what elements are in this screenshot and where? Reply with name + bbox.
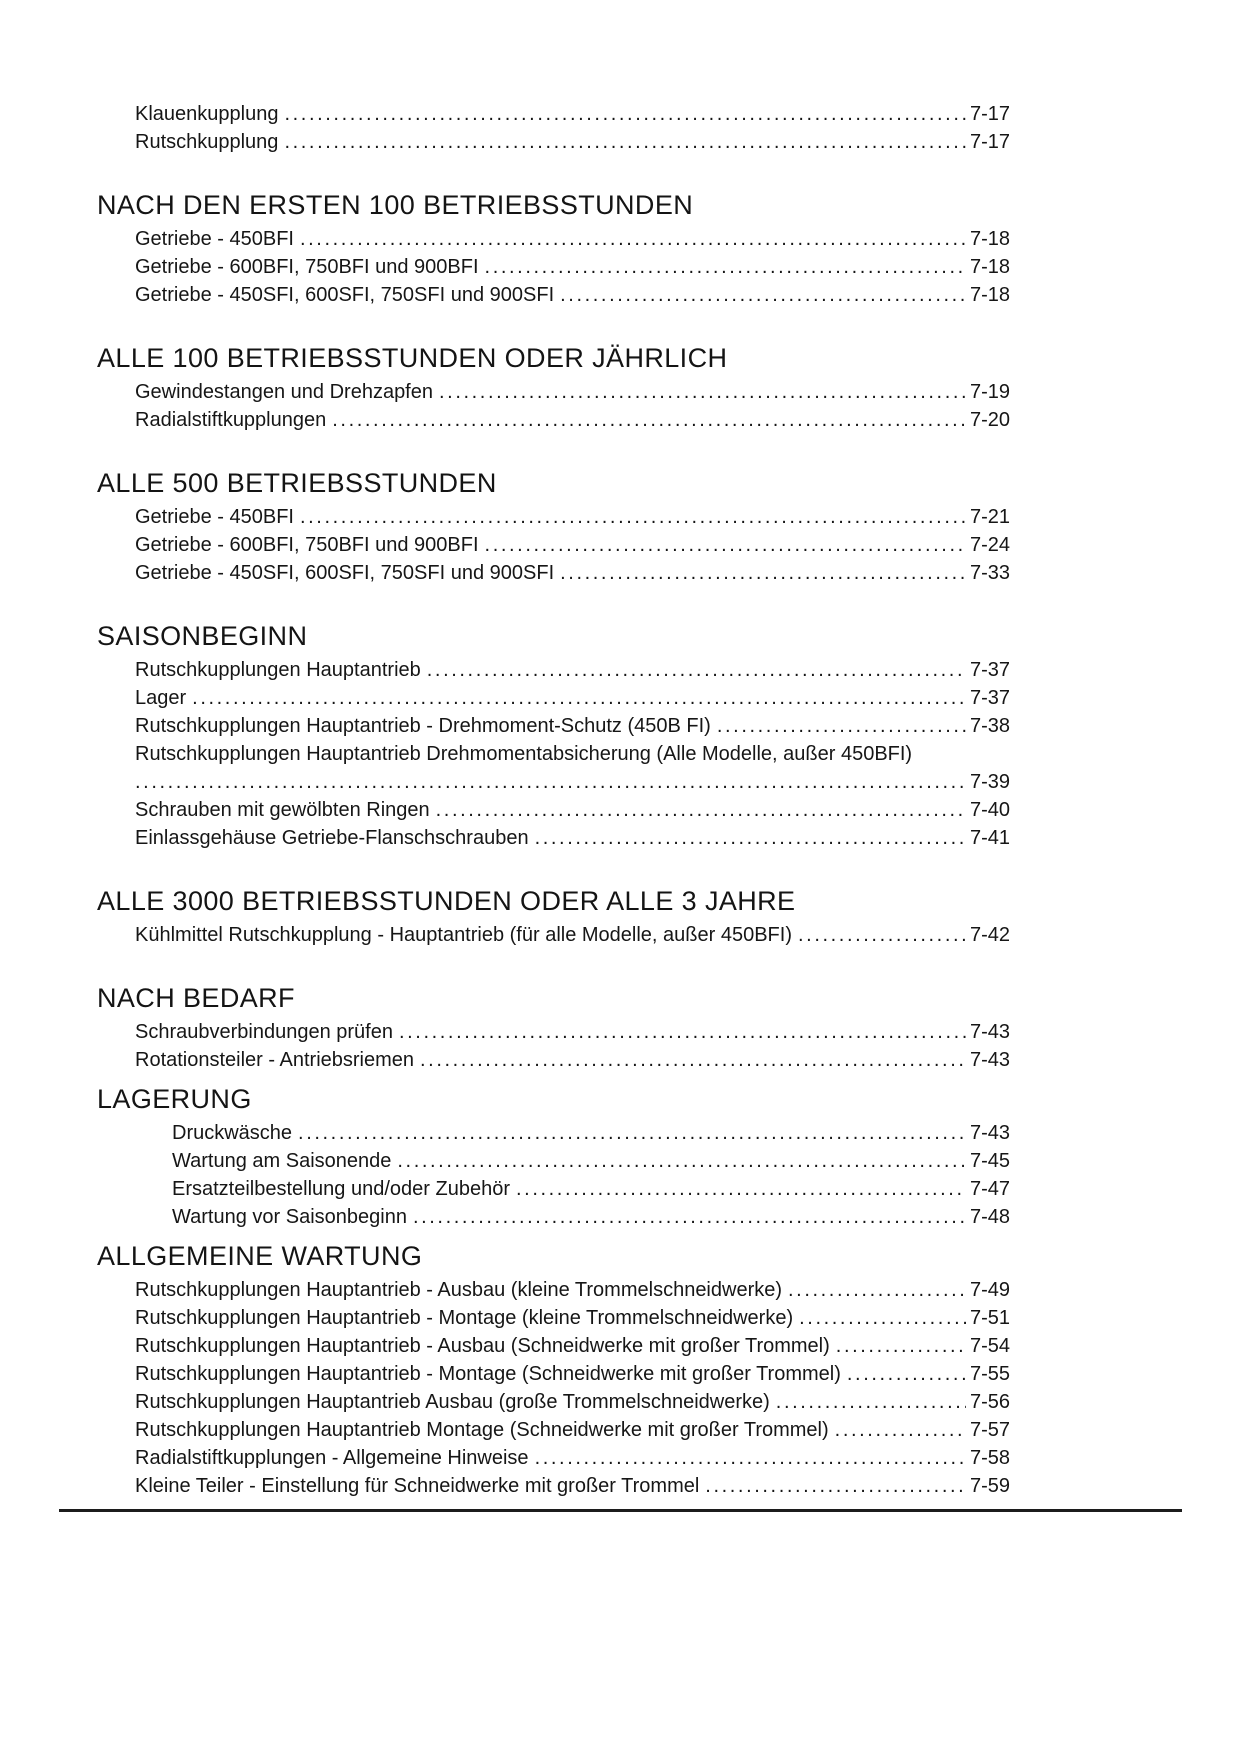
page-number: 7-39 — [969, 771, 1010, 793]
dot-leader — [835, 1416, 966, 1444]
entry-title: Druckwäsche — [172, 1122, 293, 1144]
dot-leader — [436, 796, 966, 824]
page-number: 7-56 — [969, 1391, 1010, 1413]
section-heading: ALLE 500 BETRIEBSSTUNDEN — [97, 468, 497, 498]
toc-entry[interactable] — [97, 1203, 1010, 1231]
entry-title: Rutschkupplung — [135, 131, 279, 153]
toc-entry[interactable] — [97, 378, 1010, 406]
dot-leader — [485, 531, 966, 559]
toc-entry[interactable] — [97, 531, 1010, 559]
page-number: 7-24 — [969, 534, 1010, 556]
dot-leader — [397, 1147, 966, 1175]
entry-title: Rutschkupplungen Hauptantrieb - Ausbau (kleine Trommelschneidwerke) — [135, 1279, 783, 1301]
toc-entry[interactable] — [97, 796, 1010, 824]
entry-title: Getriebe - 450BFI — [135, 506, 294, 528]
entry-title: Schrauben mit gewölbten Ringen — [135, 799, 430, 821]
dot-leader — [332, 406, 966, 434]
toc-entry[interactable] — [97, 1276, 1010, 1304]
toc-section — [97, 1241, 1010, 1500]
toc-entry[interactable] — [97, 1360, 1010, 1388]
dot-leader — [284, 100, 966, 128]
entry-title: Rutschkupplungen Hauptantrieb - Montage (Schneidwerke mit großer Trommel) — [135, 1363, 841, 1385]
entry-title: Gewindestangen und Drehzapfen — [135, 381, 433, 403]
page-number: 7-45 — [969, 1150, 1010, 1172]
dot-leader — [192, 684, 966, 712]
section-heading: ALLE 100 BETRIEBSSTUNDEN ODER JÄHRLICH — [97, 343, 728, 373]
entry-title: Kleine Teiler - Einstellung für Schneidwerke mit großer Trommel — [135, 1475, 700, 1497]
toc-section — [97, 190, 1010, 309]
dot-leader — [485, 253, 966, 281]
section-heading: NACH BEDARF — [97, 983, 295, 1013]
entry-leader-line — [135, 768, 1010, 796]
footer-rule — [59, 1509, 1182, 1512]
page-number: 7-37 — [969, 659, 1010, 681]
toc-entry[interactable] — [97, 100, 1010, 128]
toc-entry[interactable] — [97, 1147, 1010, 1175]
toc-entry[interactable] — [97, 656, 1010, 684]
page-number: 7-51 — [969, 1307, 1010, 1329]
toc-entry[interactable] — [97, 1119, 1010, 1147]
toc-section — [97, 886, 1010, 949]
page-number: 7-18 — [969, 284, 1010, 306]
page-number: 7-37 — [969, 687, 1010, 709]
entry-title-line — [135, 740, 1010, 768]
toc-entry[interactable] — [97, 1472, 1010, 1500]
entry-title: Lager — [135, 687, 187, 709]
entry-title: Radialstiftkupplungen - Allgemeine Hinweise — [135, 1447, 529, 1469]
entry-title: Radialstiftkupplungen — [135, 409, 327, 431]
page-number: 7-43 — [969, 1122, 1010, 1144]
page-number: 7-19 — [969, 381, 1010, 403]
page-number: 7-43 — [969, 1049, 1010, 1071]
page-number: 7-59 — [969, 1475, 1010, 1497]
entry-title: Einlassgehäuse Getriebe-Flanschschrauben — [135, 827, 529, 849]
page-number: 7-40 — [969, 799, 1010, 821]
dot-leader — [420, 1046, 966, 1074]
toc-entry[interactable] — [97, 921, 1010, 949]
dot-leader — [300, 225, 966, 253]
toc-section — [97, 621, 1010, 852]
page-number: 7-18 — [969, 256, 1010, 278]
page-number: 7-49 — [969, 1279, 1010, 1301]
entry-title: Rutschkupplungen Hauptantrieb - Drehmoment-Schutz (450B FI) — [135, 715, 711, 737]
toc-entry[interactable] — [97, 1046, 1010, 1074]
page-number: 7-33 — [969, 562, 1010, 584]
page-number: 7-41 — [969, 827, 1010, 849]
dot-leader — [560, 281, 966, 309]
page-number: 7-18 — [969, 228, 1010, 250]
toc-entry[interactable] — [97, 253, 1010, 281]
entry-title: Rutschkupplungen Hauptantrieb Ausbau (große Trommelschneidwerke) — [135, 1391, 770, 1413]
entry-title: Rutschkupplungen Hauptantrieb Montage (Schneidwerke mit großer Trommel) — [135, 1419, 829, 1441]
toc-entry[interactable] — [97, 128, 1010, 156]
dot-leader — [560, 559, 966, 587]
toc-entry[interactable] — [97, 1018, 1010, 1046]
page-number: 7-43 — [969, 1021, 1010, 1043]
dot-leader — [535, 1444, 966, 1472]
dot-leader — [427, 656, 966, 684]
dot-leader — [413, 1203, 966, 1231]
section-heading: ALLGEMEINE WARTUNG — [97, 1241, 423, 1271]
entry-title: Klauenkupplung — [135, 103, 279, 125]
entry-title: Rutschkupplungen Hauptantrieb Drehmomentabsicherung (Alle Modelle, außer 450BFI) — [135, 743, 913, 765]
section-heading: ALLE 3000 BETRIEBSSTUNDEN ODER ALLE 3 JAHRE — [97, 886, 796, 916]
toc-section — [97, 468, 1010, 587]
toc-entry[interactable] — [97, 1175, 1010, 1203]
page-number: 7-48 — [969, 1206, 1010, 1228]
page-number: 7-17 — [969, 103, 1010, 125]
dot-leader — [439, 378, 966, 406]
page-number: 7-58 — [969, 1447, 1010, 1469]
entry-title: Wartung am Saisonende — [172, 1150, 392, 1172]
toc-entry[interactable] — [97, 1304, 1010, 1332]
entry-title: Getriebe - 450SFI, 600SFI, 750SFI und 900SFI — [135, 562, 555, 584]
entry-title: Kühlmittel Rutschkupplung - Hauptantrieb (für alle Modelle, außer 450BFI) — [135, 924, 792, 946]
dot-leader — [516, 1175, 966, 1203]
dot-leader — [535, 824, 966, 852]
entry-title: Rutschkupplungen Hauptantrieb - Ausbau (Schneidwerke mit großer Trommel) — [135, 1335, 830, 1357]
toc-entry[interactable] — [97, 684, 1010, 712]
entry-title: Getriebe - 600BFI, 750BFI und 900BFI — [135, 256, 479, 278]
page-number: 7-57 — [969, 1419, 1010, 1441]
page-number: 7-20 — [969, 409, 1010, 431]
toc-entry[interactable] — [97, 406, 1010, 434]
toc-entry[interactable] — [97, 1444, 1010, 1472]
dot-leader — [847, 1360, 966, 1388]
page-number: 7-42 — [969, 924, 1010, 946]
toc-entry[interactable] — [97, 712, 1010, 740]
entry-title: Getriebe - 600BFI, 750BFI und 900BFI — [135, 534, 479, 556]
toc-entry[interactable] — [97, 1388, 1010, 1416]
dot-leader — [798, 921, 966, 949]
entry-title: Rotationsteiler - Antriebsriemen — [135, 1049, 415, 1071]
toc-section — [97, 983, 1010, 1074]
entry-title: Rutschkupplungen Hauptantrieb - Montage (kleine Trommelschneidwerke) — [135, 1307, 794, 1329]
toc-entry[interactable] — [97, 225, 1010, 253]
toc-entry[interactable] — [97, 740, 1010, 796]
dot-leader — [284, 128, 966, 156]
toc-section — [97, 100, 1010, 156]
dot-leader — [705, 1472, 966, 1500]
dot-leader — [788, 1276, 966, 1304]
section-heading: SAISONBEGINN — [97, 621, 308, 651]
entry-title: Ersatzteilbestellung und/oder Zubehör — [172, 1178, 510, 1200]
page-number: 7-47 — [969, 1178, 1010, 1200]
toc-section — [97, 343, 1010, 434]
toc-entry[interactable] — [97, 1332, 1010, 1360]
dot-leader — [300, 503, 966, 531]
section-heading: NACH DEN ERSTEN 100 BETRIEBSSTUNDEN — [97, 190, 694, 220]
dot-leader — [776, 1388, 966, 1416]
section-heading: LAGERUNG — [97, 1084, 252, 1114]
toc-entry[interactable] — [97, 824, 1010, 852]
entry-title: Getriebe - 450BFI — [135, 228, 294, 250]
dot-leader — [399, 1018, 966, 1046]
dot-leader — [717, 712, 966, 740]
toc-section — [97, 1084, 1010, 1231]
page-number: 7-21 — [969, 506, 1010, 528]
entry-title: Wartung vor Saisonbeginn — [172, 1206, 407, 1228]
entry-title: Schraubverbindungen prüfen — [135, 1021, 393, 1043]
dot-leader — [298, 1119, 966, 1147]
entry-title: Rutschkupplungen Hauptantrieb — [135, 659, 421, 681]
toc-entry[interactable] — [97, 559, 1010, 587]
dot-leader — [799, 1304, 966, 1332]
toc-entry[interactable] — [97, 281, 1010, 309]
toc-entry[interactable] — [97, 1416, 1010, 1444]
entry-title: Getriebe - 450SFI, 600SFI, 750SFI und 900SFI — [135, 284, 555, 306]
page-number: 7-54 — [969, 1335, 1010, 1357]
page-number: 7-55 — [969, 1363, 1010, 1385]
toc-entry[interactable] — [97, 503, 1010, 531]
dot-leader — [836, 1332, 966, 1360]
page-number: 7-17 — [969, 131, 1010, 153]
dot-leader — [135, 768, 966, 796]
page-number: 7-38 — [969, 715, 1010, 737]
